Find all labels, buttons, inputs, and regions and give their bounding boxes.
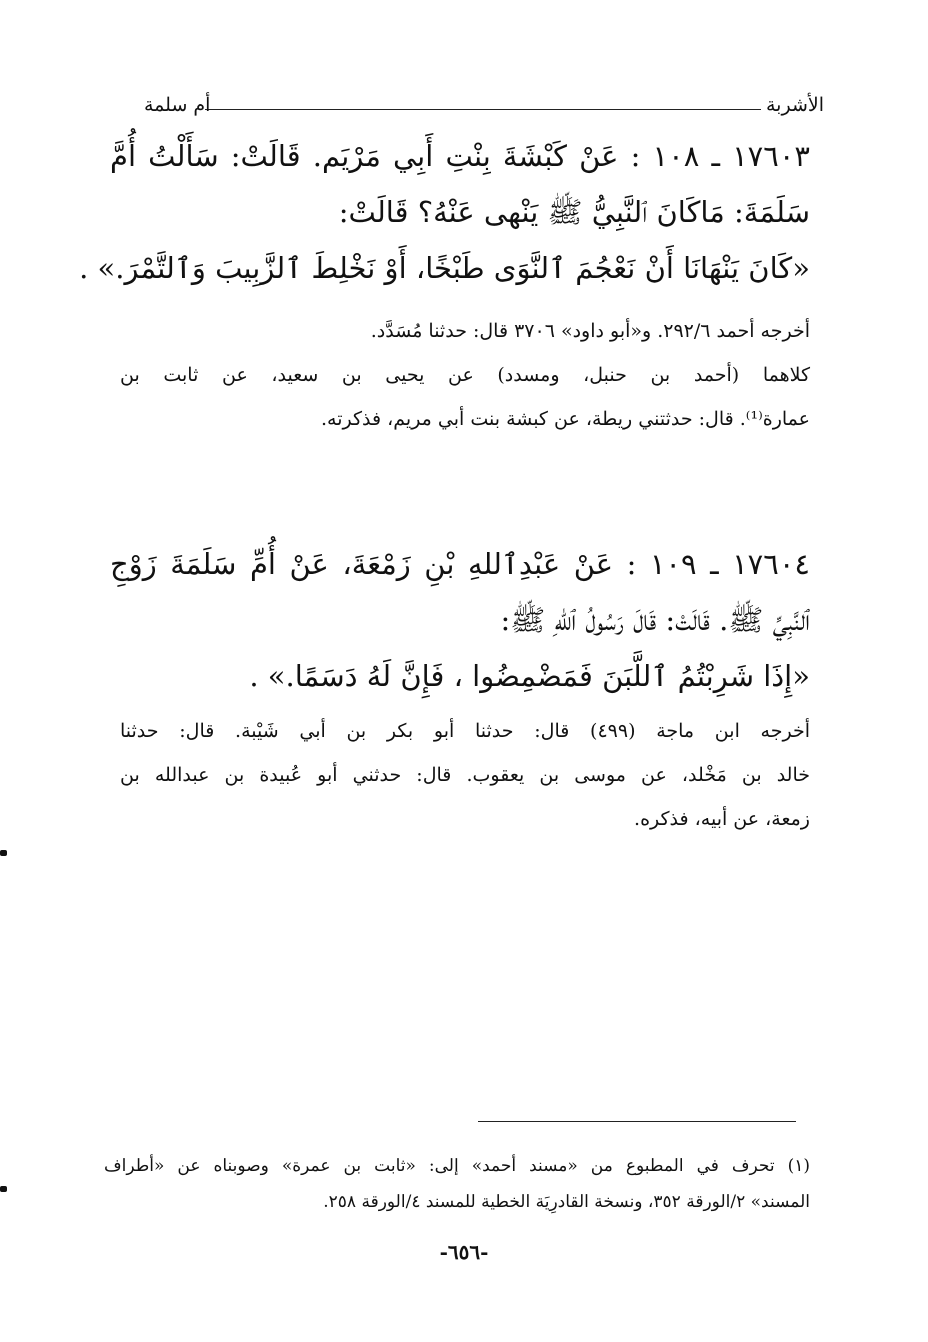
hadith-line: ١٧٦٠٤ ـ ١٠٩ : عَنْ عَبْدِٱللهِ بْنِ زَمْعَةَ، عَنْ أُمِّ سَلَمَةَ زَوْجِ	[110, 547, 810, 581]
running-header-section: أم سلمة	[144, 94, 211, 116]
scan-edge-mark	[0, 850, 7, 856]
footnote-line: (١) تحرف في المطبوع من «مسند أحمد» إلى: «ثابت بن عمرة» وصوبناه عن «أطراف	[104, 1156, 810, 1176]
takhrij-line: أخرجه أحمد ٢٩٢/٦. و«أبو داود» ٣٧٠٦ قال: حدثنا مُسَدَّد.	[370, 320, 810, 342]
takhrij-17603	[120, 322, 810, 454]
hadith-line: سَلَمَةَ: مَاكَانَ ٱلنَّبِيُّ ﷺ يَنْهى عَنْهُ؟ قَالَتْ:	[338, 195, 810, 229]
scan-edge-mark	[0, 1186, 7, 1192]
hadith-line: «إِذَا شَرِبْتُمُ ٱللَّبَنَ فَمَضْمِضُوا ، فَإِنَّ لَهُ دَسَمًا.» .	[249, 659, 810, 693]
hadith-17603	[79, 139, 810, 310]
footnote	[104, 1156, 810, 1228]
hadith-line: ١٧٦٠٣ ـ ١٠٨ : عَنْ كَبْشَةَ بِنْتِ أَبِي مَرْيَم. قَالَتْ: سَأَلْتُ أُمَّ	[110, 139, 810, 173]
running-header-chapter: الأشربة	[766, 94, 824, 116]
page-number: -٦٥٦-	[439, 1240, 489, 1264]
footnote-separator	[478, 1121, 796, 1122]
footnote-line: المسند» ٢/الورقة ٣٥٢، ونسخة القادرِيَة الخطية للمسند ٤/الورقة ٢٥٨.	[323, 1192, 810, 1212]
header-rule	[205, 109, 761, 110]
takhrij-line: عمارة⁽¹⁾. قال: حدثتني ريطة، عن كبشة بنت أبي مريم، فذكرته.	[321, 408, 810, 430]
takhrij-line: كلاهما (أحمد بن حنبل، ومسدد) عن يحيى بن سعيد، عن ثابت بن	[120, 364, 810, 386]
hadith-line: «كَانَ يَنْهَانَا أَنْ نَعْجُمَ ٱلنَّوَى طَبْخًا، أَوْ نَخْلِطَ ٱلزَّبِيبَ وَٱلتَّمْرَ.» .	[79, 251, 810, 285]
hadith-line: ٱلنَّبِيِّ ﷺ. قَالَتْ: قَالَ رَسُولُ ٱللهِ ﷺ:	[500, 603, 810, 637]
takhrij-17604	[120, 722, 810, 854]
hadith-17604	[110, 547, 810, 718]
takhrij-line: زمعة، عن أبيه، فذكره.	[634, 808, 810, 830]
takhrij-line: أخرجه ابن ماجة (٤٩٩) قال: حدثنا أبو بكر بن أبي شَيْبة. قال: حدثنا	[120, 720, 810, 742]
takhrij-line: خالد بن مَخْلد، عن موسى بن يعقوب. قال: حدثني أبو عُبيدة بن عبدالله بن	[120, 764, 810, 786]
